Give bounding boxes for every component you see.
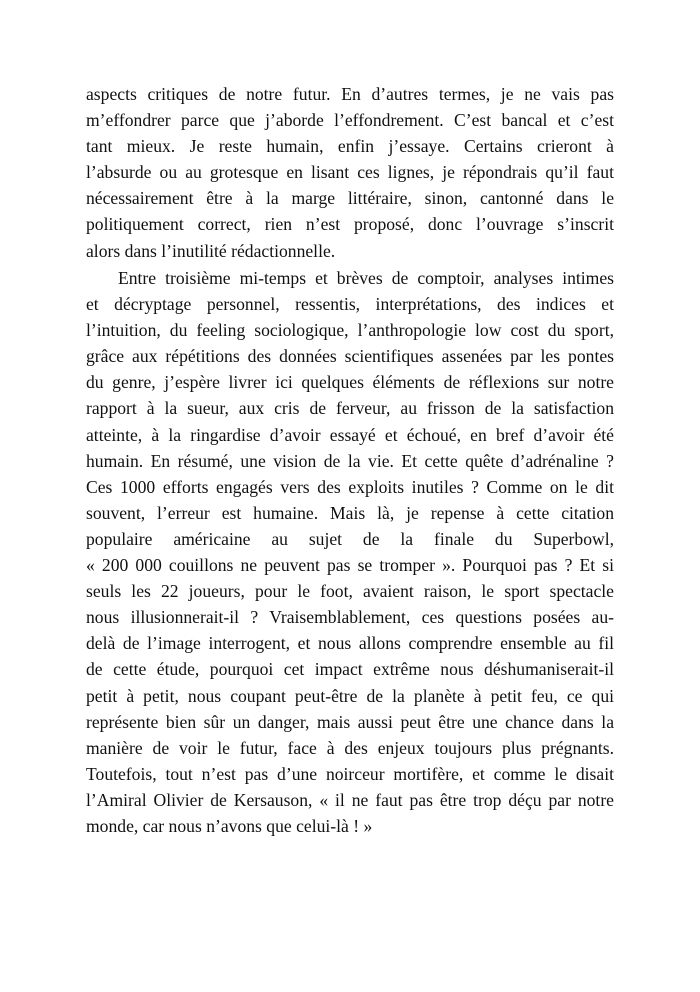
text-line: du genre, j’espère livrer ici quelques éléments de réflexions sur notre (86, 372, 614, 393)
text-line: tant mieux. Je reste humain, enfin j’essaye. Certains crieront à (86, 136, 614, 157)
text-line: l’intuition, du feeling sociologique, l’anthropologie low cost du sport, (86, 320, 614, 341)
text-line: Toutefois, tout n’est pas d’une noirceur mortifère, et comme le disait (86, 763, 614, 784)
text-line: rapport à la sueur, aux cris de ferveur, au frisson de la satisfaction (86, 398, 614, 419)
text-line: l’Amiral Olivier de Kersauson, « il ne faut pas être trop déçu par notre (86, 789, 614, 810)
text-line: populaire américaine au sujet de la finale du Superbowl, (86, 528, 614, 549)
text-line: « 200 000 couillons ne peuvent pas se tromper ». Pourquoi pas ? Et si (86, 555, 614, 576)
paragraph-1 (86, 81, 614, 264)
text-line: politiquement correct, rien n’est proposé, donc l’ouvrage s’inscrit (86, 214, 614, 235)
paragraph-2 (86, 265, 614, 839)
text-line: Ces 1000 efforts engagés vers des exploits inutiles ? Comme on le dit (86, 476, 614, 497)
text-line: nous illusionnerait-il ? Vraisemblablement, ces questions posées au- (86, 607, 614, 628)
text-line: souvent, l’erreur est humaine. Mais là, je repense à cette citation (86, 502, 614, 523)
text-line: atteinte, à la ringardise d’avoir essayé et échoué, en bref d’avoir été (86, 424, 614, 445)
text-line: représente bien sûr un danger, mais aussi peut être une chance dans la (86, 711, 614, 732)
text-line: manière de voir le futur, face à des enjeux toujours plus prégnants. (86, 737, 614, 758)
text-line: aspects critiques de notre futur. En d’autres termes, je ne vais pas (86, 84, 614, 104)
text-line: monde, car nous n’avons que celui-là ! » (86, 815, 373, 836)
text-line: Entre troisième mi-temps et brèves de comptoir, analyses intimes (118, 268, 614, 288)
text-line: et décryptage personnel, ressentis, interprétations, des indices et (86, 294, 614, 315)
text-line: delà de l’image interrogent, et nous allons comprendre ensemble au fil (86, 633, 614, 654)
text-line: humain. En résumé, une vision de la vie. Et cette quête d’adrénaline ? (86, 450, 614, 471)
text-line: l’absurde ou au grotesque en lisant ces lignes, je répondrais qu’il faut (86, 162, 614, 183)
text-line: de cette étude, pourquoi cet impact extrême nous déshumaniserait-il (86, 659, 614, 680)
text-line: alors dans l’inutilité rédactionnelle. (86, 240, 336, 261)
text-line: grâce aux répétitions des données scientifiques assenées par les pontes (86, 346, 614, 367)
text-line: petit à petit, nous coupant peut-être de la planète à petit feu, ce qui (86, 685, 614, 706)
text-line: seuls les 22 joueurs, pour le foot, avaient raison, le sport spectacle (86, 581, 614, 602)
text-line: m’effondrer parce que j’aborde l’effondrement. C’est bancal et c’est (86, 110, 614, 131)
text-line: nécessairement être à la marge littéraire, sinon, cantonné dans le (86, 188, 614, 209)
